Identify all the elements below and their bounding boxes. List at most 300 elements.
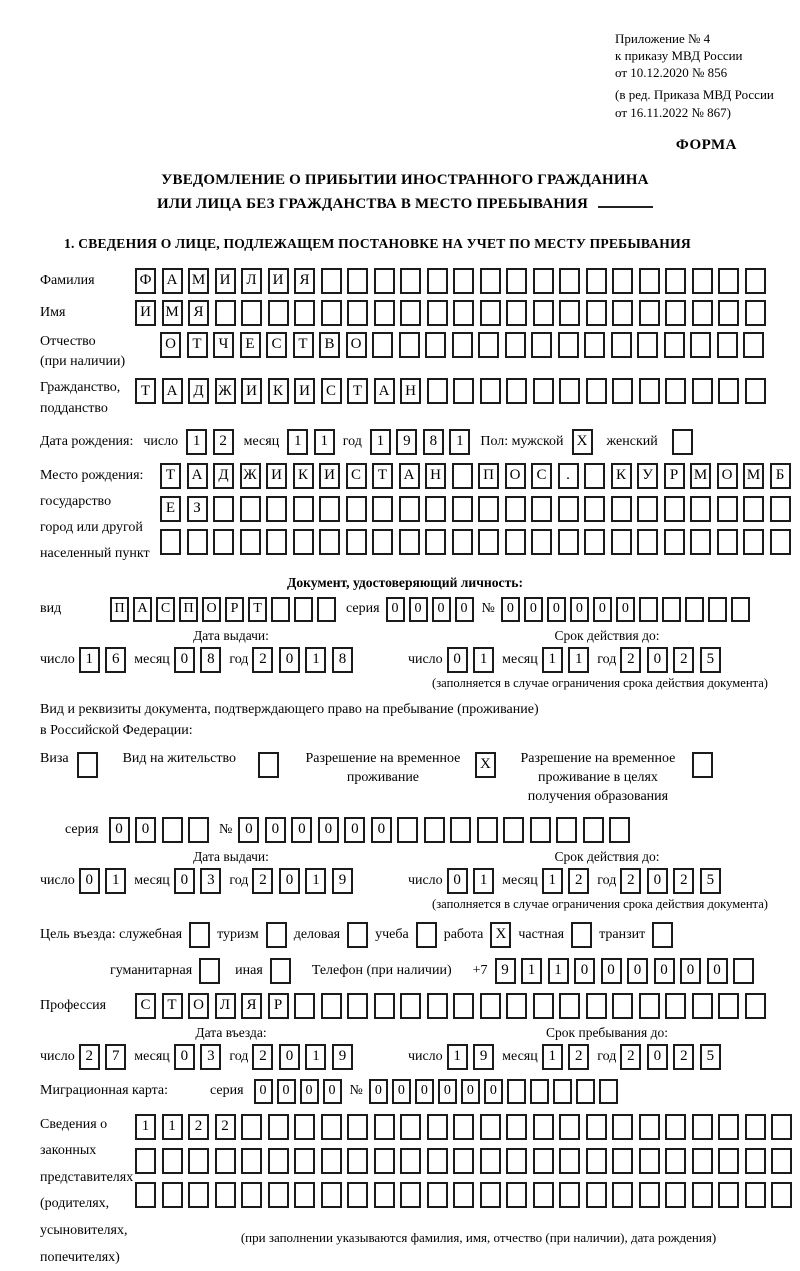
form-cell[interactable]	[664, 332, 685, 358]
temp-residence-checkbox[interactable]	[475, 752, 496, 778]
form-cell[interactable]: 0	[174, 647, 195, 673]
form-cell[interactable]	[319, 529, 340, 555]
form-cell[interactable]	[188, 1182, 209, 1208]
visa-checkbox[interactable]	[77, 752, 98, 778]
form-cell[interactable]	[665, 993, 686, 1019]
form-cell[interactable]	[427, 268, 448, 294]
form-cell[interactable]	[770, 529, 791, 555]
form-cell[interactable]	[612, 993, 633, 1019]
form-cell[interactable]: 3	[200, 868, 221, 894]
form-cell[interactable]: 1	[305, 1044, 326, 1070]
form-cell[interactable]: Р	[664, 463, 685, 489]
form-cell[interactable]	[397, 817, 418, 843]
form-cell[interactable]: 0	[392, 1079, 411, 1104]
form-cell[interactable]	[599, 1079, 618, 1104]
form-cell[interactable]	[187, 529, 208, 555]
form-cell[interactable]	[480, 1182, 501, 1208]
purpose-other-checkbox[interactable]	[270, 958, 291, 984]
form-cell[interactable]	[652, 922, 673, 948]
form-cell[interactable]: 1	[162, 1114, 183, 1140]
gender-male-checkbox[interactable]	[572, 429, 593, 455]
form-cell[interactable]	[506, 1114, 527, 1140]
form-cell[interactable]	[586, 1182, 607, 1208]
form-cell[interactable]: Н	[425, 463, 446, 489]
form-cell[interactable]	[453, 1114, 474, 1140]
form-cell[interactable]	[453, 993, 474, 1019]
form-cell[interactable]	[506, 993, 527, 1019]
form-cell[interactable]	[347, 993, 368, 1019]
form-cell[interactable]	[453, 1148, 474, 1174]
form-cell[interactable]	[576, 1079, 595, 1104]
form-cell[interactable]	[346, 496, 367, 522]
form-cell[interactable]: Л	[215, 993, 236, 1019]
form-cell[interactable]	[717, 496, 738, 522]
form-cell[interactable]: Ж	[240, 463, 261, 489]
form-cell[interactable]	[559, 378, 580, 404]
form-cell[interactable]	[478, 332, 499, 358]
form-cell[interactable]	[374, 300, 395, 326]
form-cell[interactable]	[347, 300, 368, 326]
form-cell[interactable]: 0	[371, 817, 392, 843]
form-cell[interactable]: 1	[105, 868, 126, 894]
form-cell[interactable]: 0	[461, 1079, 480, 1104]
form-cell[interactable]: 0	[654, 958, 675, 984]
form-cell[interactable]: 1	[447, 1044, 468, 1070]
form-cell[interactable]	[718, 1114, 739, 1140]
form-cell[interactable]: 0	[409, 597, 428, 622]
form-cell[interactable]: 1	[305, 868, 326, 894]
form-cell[interactable]: Р	[268, 993, 289, 1019]
form-cell[interactable]	[672, 429, 693, 455]
form-cell[interactable]	[743, 332, 764, 358]
form-cell[interactable]: 0	[524, 597, 543, 622]
form-cell[interactable]	[268, 1114, 289, 1140]
form-cell[interactable]	[374, 1182, 395, 1208]
form-cell[interactable]: 0	[547, 597, 566, 622]
form-cell[interactable]	[612, 1114, 633, 1140]
form-cell[interactable]: К	[293, 463, 314, 489]
form-cell[interactable]: 0	[707, 958, 728, 984]
form-cell[interactable]: 1	[568, 647, 589, 673]
form-cell[interactable]	[240, 496, 261, 522]
form-cell[interactable]	[690, 529, 711, 555]
purpose-tourism-checkbox[interactable]	[266, 922, 287, 948]
form-cell[interactable]	[639, 1148, 660, 1174]
form-cell[interactable]: О	[160, 332, 181, 358]
form-cell[interactable]	[612, 1182, 633, 1208]
form-cell[interactable]: К	[611, 463, 632, 489]
residence-permit-checkbox[interactable]	[258, 752, 279, 778]
form-cell[interactable]: 9	[396, 429, 417, 455]
form-cell[interactable]	[505, 332, 526, 358]
form-cell[interactable]	[530, 1079, 549, 1104]
form-cell[interactable]	[453, 1182, 474, 1208]
form-cell[interactable]	[400, 1182, 421, 1208]
form-cell[interactable]: 2	[215, 1114, 236, 1140]
form-cell[interactable]	[294, 1148, 315, 1174]
form-cell[interactable]	[708, 597, 727, 622]
form-cell[interactable]	[584, 529, 605, 555]
form-cell[interactable]	[321, 268, 342, 294]
form-cell[interactable]	[162, 1148, 183, 1174]
form-cell[interactable]	[425, 496, 446, 522]
form-cell[interactable]	[347, 1114, 368, 1140]
form-cell[interactable]	[480, 1148, 501, 1174]
form-cell[interactable]	[215, 1148, 236, 1174]
form-cell[interactable]	[424, 817, 445, 843]
form-cell[interactable]	[612, 268, 633, 294]
form-cell[interactable]	[533, 300, 554, 326]
form-cell[interactable]	[745, 378, 766, 404]
form-cell[interactable]	[571, 922, 592, 948]
form-cell[interactable]	[637, 496, 658, 522]
form-cell[interactable]: 9	[332, 868, 353, 894]
form-cell[interactable]	[586, 268, 607, 294]
form-cell[interactable]: 0	[570, 597, 589, 622]
form-cell[interactable]	[531, 332, 552, 358]
form-cell[interactable]	[453, 268, 474, 294]
form-cell[interactable]: И	[241, 378, 262, 404]
form-cell[interactable]: С	[346, 463, 367, 489]
form-cell[interactable]: Ф	[135, 268, 156, 294]
form-cell[interactable]: 8	[332, 647, 353, 673]
form-cell[interactable]	[533, 268, 554, 294]
form-cell[interactable]: 0	[265, 817, 286, 843]
form-cell[interactable]	[558, 332, 579, 358]
form-cell[interactable]	[347, 268, 368, 294]
form-cell[interactable]	[400, 1114, 421, 1140]
form-cell[interactable]: 0	[254, 1079, 273, 1104]
form-cell[interactable]: 1	[548, 958, 569, 984]
form-cell[interactable]	[188, 817, 209, 843]
form-cell[interactable]	[321, 300, 342, 326]
form-cell[interactable]	[690, 332, 711, 358]
form-cell[interactable]: Е	[240, 332, 261, 358]
form-cell[interactable]: 0	[680, 958, 701, 984]
form-cell[interactable]: С	[531, 463, 552, 489]
form-cell[interactable]	[533, 993, 554, 1019]
form-cell[interactable]	[270, 958, 291, 984]
form-cell[interactable]: Я	[241, 993, 262, 1019]
form-cell[interactable]: С	[156, 597, 175, 622]
form-cell[interactable]	[215, 1182, 236, 1208]
form-cell[interactable]: 5	[700, 1044, 721, 1070]
form-cell[interactable]	[241, 1148, 262, 1174]
form-cell[interactable]	[743, 529, 764, 555]
form-cell[interactable]	[505, 529, 526, 555]
form-cell[interactable]: 0	[432, 597, 451, 622]
form-cell[interactable]: 2	[213, 429, 234, 455]
form-cell[interactable]	[258, 752, 279, 778]
form-cell[interactable]	[189, 922, 210, 948]
purpose-transit-checkbox[interactable]	[652, 922, 673, 948]
form-cell[interactable]: М	[690, 463, 711, 489]
form-cell[interactable]	[665, 300, 686, 326]
form-cell[interactable]: Ч	[213, 332, 234, 358]
form-cell[interactable]	[480, 300, 501, 326]
form-cell[interactable]: 0	[593, 597, 612, 622]
form-cell[interactable]: 0	[447, 868, 468, 894]
form-cell[interactable]	[266, 496, 287, 522]
form-cell[interactable]	[531, 529, 552, 555]
form-cell[interactable]: А	[399, 463, 420, 489]
form-cell[interactable]	[372, 496, 393, 522]
form-cell[interactable]	[665, 1148, 686, 1174]
form-cell[interactable]	[639, 268, 660, 294]
form-cell[interactable]: 0	[501, 597, 520, 622]
form-cell[interactable]	[506, 378, 527, 404]
form-cell[interactable]	[374, 1114, 395, 1140]
form-cell[interactable]	[452, 496, 473, 522]
form-cell[interactable]: 0	[447, 647, 468, 673]
form-cell[interactable]	[665, 268, 686, 294]
purpose-humanitarian-checkbox[interactable]	[199, 958, 220, 984]
form-cell[interactable]	[399, 529, 420, 555]
form-cell[interactable]: X	[475, 752, 496, 778]
form-cell[interactable]	[505, 496, 526, 522]
form-cell[interactable]: 0	[323, 1079, 342, 1104]
form-cell[interactable]: И	[215, 268, 236, 294]
form-cell[interactable]: 2	[620, 868, 641, 894]
form-cell[interactable]: М	[162, 300, 183, 326]
form-cell[interactable]	[507, 1079, 526, 1104]
form-cell[interactable]	[425, 332, 446, 358]
form-cell[interactable]	[374, 1148, 395, 1174]
form-cell[interactable]: Д	[188, 378, 209, 404]
form-cell[interactable]	[400, 993, 421, 1019]
form-cell[interactable]	[213, 529, 234, 555]
form-cell[interactable]: О	[202, 597, 221, 622]
form-cell[interactable]	[77, 752, 98, 778]
form-cell[interactable]: Н	[400, 378, 421, 404]
form-cell[interactable]: 1	[542, 647, 563, 673]
form-cell[interactable]: 9	[473, 1044, 494, 1070]
form-cell[interactable]: 0	[647, 647, 668, 673]
form-cell[interactable]	[294, 993, 315, 1019]
form-cell[interactable]	[294, 597, 313, 622]
form-cell[interactable]: 0	[455, 597, 474, 622]
form-cell[interactable]: Т	[160, 463, 181, 489]
form-cell[interactable]: 1	[542, 868, 563, 894]
form-cell[interactable]	[717, 332, 738, 358]
form-cell[interactable]	[452, 463, 473, 489]
form-cell[interactable]: 2	[673, 647, 694, 673]
form-cell[interactable]	[427, 993, 448, 1019]
form-cell[interactable]	[427, 1114, 448, 1140]
form-cell[interactable]	[533, 1148, 554, 1174]
form-cell[interactable]	[664, 496, 685, 522]
form-cell[interactable]	[347, 922, 368, 948]
form-cell[interactable]	[745, 268, 766, 294]
form-cell[interactable]	[586, 378, 607, 404]
form-cell[interactable]	[271, 597, 290, 622]
form-cell[interactable]: Т	[135, 378, 156, 404]
form-cell[interactable]	[611, 529, 632, 555]
form-cell[interactable]: 2	[252, 1044, 273, 1070]
form-cell[interactable]: 1	[473, 868, 494, 894]
form-cell[interactable]: О	[717, 463, 738, 489]
form-cell[interactable]: Т	[372, 463, 393, 489]
form-cell[interactable]	[416, 922, 437, 948]
form-cell[interactable]: 0	[601, 958, 622, 984]
form-cell[interactable]	[321, 993, 342, 1019]
form-cell[interactable]	[611, 332, 632, 358]
form-cell[interactable]	[241, 1114, 262, 1140]
form-cell[interactable]: 9	[332, 1044, 353, 1070]
form-cell[interactable]: Т	[248, 597, 267, 622]
form-cell[interactable]: 1	[186, 429, 207, 455]
form-cell[interactable]	[533, 1114, 554, 1140]
form-cell[interactable]	[559, 1182, 580, 1208]
form-cell[interactable]: 0	[415, 1079, 434, 1104]
form-cell[interactable]: 1	[521, 958, 542, 984]
form-cell[interactable]: А	[162, 268, 183, 294]
form-cell[interactable]: 0	[616, 597, 635, 622]
form-cell[interactable]	[692, 1182, 713, 1208]
form-cell[interactable]	[347, 1148, 368, 1174]
form-cell[interactable]	[503, 817, 524, 843]
form-cell[interactable]: 0	[574, 958, 595, 984]
phone-cells[interactable]	[495, 958, 755, 984]
form-cell[interactable]	[743, 496, 764, 522]
form-cell[interactable]	[427, 300, 448, 326]
form-cell[interactable]	[293, 529, 314, 555]
form-cell[interactable]	[745, 1148, 766, 1174]
form-cell[interactable]	[718, 268, 739, 294]
form-cell[interactable]	[453, 378, 474, 404]
form-cell[interactable]	[506, 1148, 527, 1174]
form-cell[interactable]: Я	[294, 268, 315, 294]
form-cell[interactable]: 1	[135, 1114, 156, 1140]
form-cell[interactable]: 9	[495, 958, 516, 984]
form-cell[interactable]	[637, 529, 658, 555]
form-cell[interactable]: Т	[162, 993, 183, 1019]
form-cell[interactable]	[427, 1182, 448, 1208]
form-cell[interactable]: 5	[700, 647, 721, 673]
form-cell[interactable]: 0	[369, 1079, 388, 1104]
form-cell[interactable]	[639, 597, 658, 622]
form-cell[interactable]: И	[266, 463, 287, 489]
form-cell[interactable]	[268, 1148, 289, 1174]
form-cell[interactable]: А	[374, 378, 395, 404]
form-cell[interactable]: С	[266, 332, 287, 358]
form-cell[interactable]	[665, 1182, 686, 1208]
form-cell[interactable]	[241, 1182, 262, 1208]
form-cell[interactable]: 1	[370, 429, 391, 455]
form-cell[interactable]	[160, 529, 181, 555]
form-cell[interactable]	[374, 268, 395, 294]
form-cell[interactable]: .	[558, 463, 579, 489]
form-cell[interactable]	[506, 1182, 527, 1208]
form-cell[interactable]	[692, 378, 713, 404]
form-cell[interactable]: Д	[213, 463, 234, 489]
form-cell[interactable]	[771, 1114, 792, 1140]
form-cell[interactable]: З	[187, 496, 208, 522]
purpose-official-checkbox[interactable]	[189, 922, 210, 948]
form-cell[interactable]	[745, 1114, 766, 1140]
form-cell[interactable]	[506, 300, 527, 326]
form-cell[interactable]: 1	[305, 647, 326, 673]
form-cell[interactable]: А	[187, 463, 208, 489]
form-cell[interactable]: 2	[188, 1114, 209, 1140]
form-cell[interactable]: 0	[438, 1079, 457, 1104]
form-cell[interactable]: 6	[105, 647, 126, 673]
form-cell[interactable]	[321, 1114, 342, 1140]
form-cell[interactable]	[294, 300, 315, 326]
form-cell[interactable]: 0	[79, 868, 100, 894]
form-cell[interactable]	[745, 300, 766, 326]
form-cell[interactable]: 2	[673, 868, 694, 894]
form-cell[interactable]: 2	[252, 868, 273, 894]
form-cell[interactable]: 2	[252, 647, 273, 673]
form-cell[interactable]	[399, 332, 420, 358]
form-cell[interactable]	[266, 529, 287, 555]
form-cell[interactable]	[685, 597, 704, 622]
form-cell[interactable]: О	[346, 332, 367, 358]
form-cell[interactable]: 0	[277, 1079, 296, 1104]
form-cell[interactable]: И	[294, 378, 315, 404]
form-cell[interactable]: Б	[770, 463, 791, 489]
form-cell[interactable]	[612, 1148, 633, 1174]
form-cell[interactable]: 0	[344, 817, 365, 843]
form-cell[interactable]	[639, 1182, 660, 1208]
form-cell[interactable]	[612, 378, 633, 404]
form-cell[interactable]: П	[110, 597, 129, 622]
form-cell[interactable]	[692, 1114, 713, 1140]
form-cell[interactable]: 0	[318, 817, 339, 843]
form-cell[interactable]	[240, 529, 261, 555]
form-cell[interactable]	[559, 300, 580, 326]
form-cell[interactable]	[480, 1114, 501, 1140]
form-cell[interactable]	[639, 1114, 660, 1140]
gender-female-checkbox[interactable]	[672, 429, 693, 455]
form-cell[interactable]	[718, 378, 739, 404]
form-cell[interactable]: 0	[174, 1044, 195, 1070]
form-cell[interactable]: Л	[241, 268, 262, 294]
form-cell[interactable]: 0	[484, 1079, 503, 1104]
form-cell[interactable]	[480, 268, 501, 294]
form-cell[interactable]: П	[179, 597, 198, 622]
form-cell[interactable]	[611, 496, 632, 522]
form-cell[interactable]	[530, 817, 551, 843]
form-cell[interactable]	[718, 1182, 739, 1208]
form-cell[interactable]: 3	[200, 1044, 221, 1070]
form-cell[interactable]: 2	[79, 1044, 100, 1070]
form-cell[interactable]	[718, 300, 739, 326]
form-cell[interactable]	[374, 993, 395, 1019]
form-cell[interactable]	[266, 922, 287, 948]
form-cell[interactable]	[745, 993, 766, 1019]
form-cell[interactable]: 0	[291, 817, 312, 843]
form-cell[interactable]	[771, 1148, 792, 1174]
form-cell[interactable]: 0	[300, 1079, 319, 1104]
form-cell[interactable]	[692, 268, 713, 294]
form-cell[interactable]	[400, 1148, 421, 1174]
form-cell[interactable]: 0	[647, 1044, 668, 1070]
form-cell[interactable]	[731, 597, 750, 622]
form-cell[interactable]	[586, 1148, 607, 1174]
form-cell[interactable]: 5	[700, 868, 721, 894]
form-cell[interactable]: 0	[135, 817, 156, 843]
form-cell[interactable]	[690, 496, 711, 522]
form-cell[interactable]	[294, 1182, 315, 1208]
form-cell[interactable]	[559, 268, 580, 294]
form-cell[interactable]	[346, 529, 367, 555]
form-cell[interactable]	[241, 300, 262, 326]
purpose-business-checkbox[interactable]	[347, 922, 368, 948]
form-cell[interactable]	[583, 817, 604, 843]
form-cell[interactable]	[692, 752, 713, 778]
